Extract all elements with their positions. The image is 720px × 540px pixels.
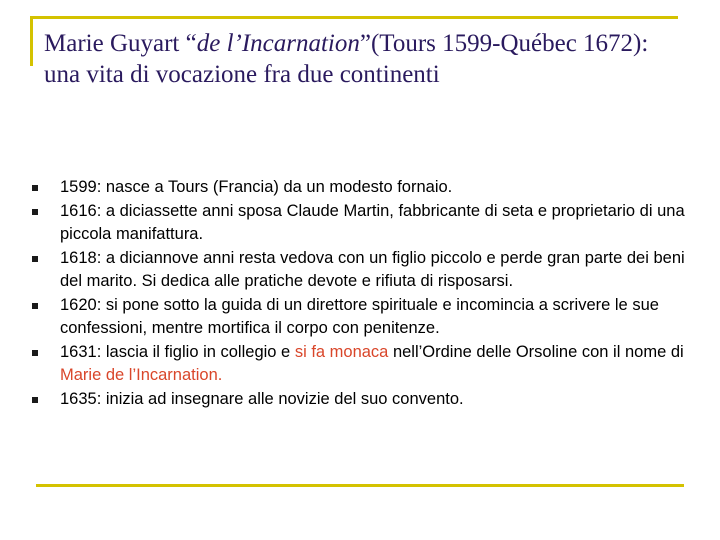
bullet-text: 1618: a diciannove anni resta vedova con un figlio piccolo e perde gran parte dei beni del marito. Si dedica alle pratiche devote e rifiuta di risposarsi. bbox=[60, 248, 685, 290]
square-bullet-icon bbox=[32, 303, 38, 309]
bullet-list bbox=[30, 176, 700, 411]
list-item bbox=[30, 247, 700, 294]
bullet-text-mid: nell’Ordine delle Orsoline con il nome di bbox=[388, 342, 684, 361]
square-bullet-icon bbox=[32, 397, 38, 403]
title-italic: de l’Incarnation bbox=[196, 30, 360, 57]
slide-title bbox=[44, 28, 664, 90]
square-bullet-icon bbox=[32, 256, 38, 262]
title-part-1: Marie Guyart “ bbox=[44, 30, 197, 57]
bottom-border bbox=[36, 484, 684, 487]
bullet-text: 1599: nasce a Tours (Francia) da un modesto fornaio. bbox=[60, 178, 453, 196]
bullet-text bbox=[60, 343, 684, 385]
list-item bbox=[30, 176, 700, 200]
list-item bbox=[30, 341, 700, 388]
list-item bbox=[30, 200, 700, 247]
list-item bbox=[30, 388, 700, 412]
highlight-text: Marie de l’Incarnation. bbox=[60, 366, 223, 384]
title-part-2: ”(Tours 1599-Québec 1672): una vita di vocazione fra due continenti bbox=[44, 30, 649, 88]
highlight-text: si fa monaca bbox=[294, 342, 389, 361]
square-bullet-icon bbox=[32, 209, 38, 215]
left-border bbox=[30, 16, 33, 66]
list-item bbox=[30, 294, 700, 341]
bullet-text-pre: 1631: lascia il figlio in collegio e bbox=[60, 342, 295, 361]
bullet-text: 1616: a diciassette anni sposa Claude Martin, fabbricante di seta e proprietario di una piccola manifattura. bbox=[60, 201, 685, 243]
bullet-text: 1620: si pone sotto la guida di un direttore spirituale e incomincia a scrivere le sue confessioni, mentre mortifica il corpo con penitenze. bbox=[60, 295, 659, 337]
top-border bbox=[30, 16, 678, 19]
square-bullet-icon bbox=[32, 185, 38, 191]
bullet-text: 1635: inizia ad insegnare alle novizie del suo convento. bbox=[60, 389, 464, 408]
square-bullet-icon bbox=[32, 350, 38, 356]
